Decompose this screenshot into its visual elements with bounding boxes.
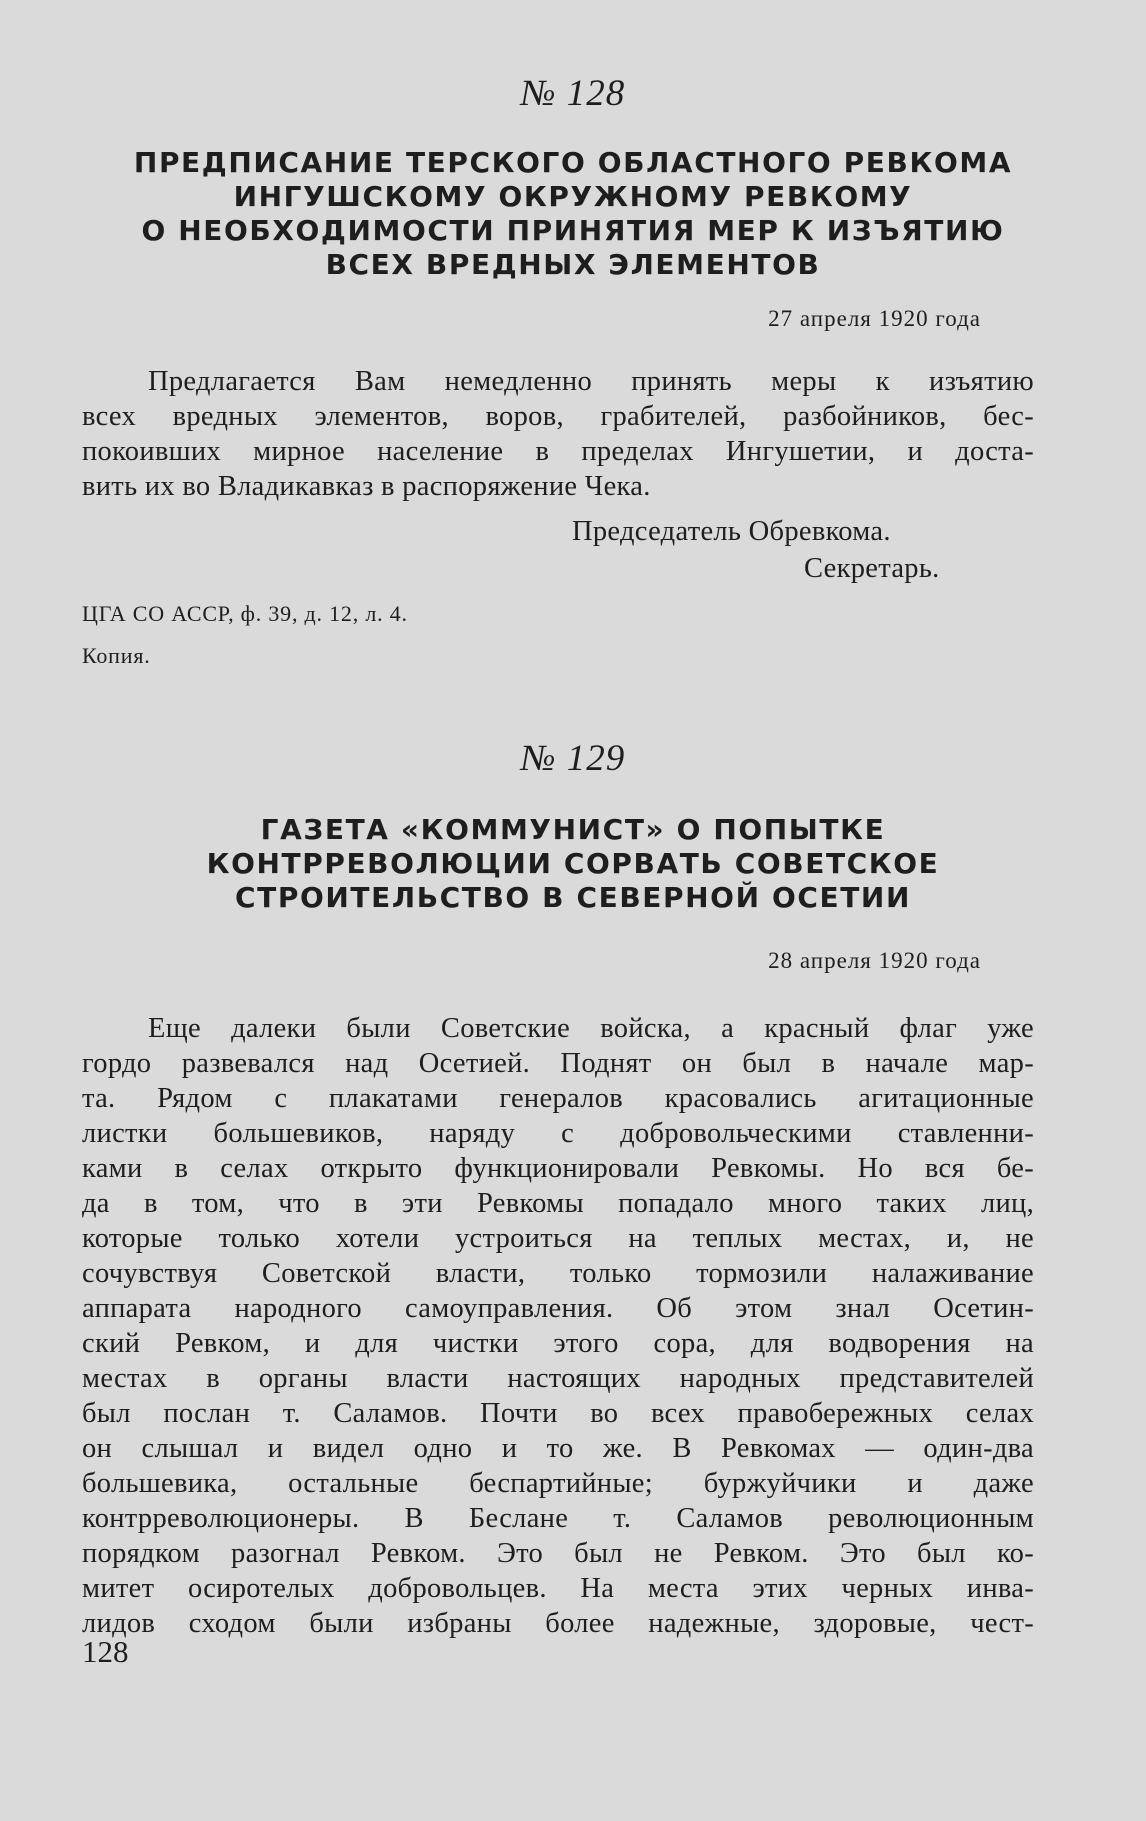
body-line: порядком разогнал Ревком. Это был не Ревком. Это был ко- xyxy=(82,1538,1034,1569)
signature-chairman: Председатель Обревкома. xyxy=(572,516,891,547)
body-line: та. Рядом с плакатами генералов красовались агитационные xyxy=(82,1083,1034,1114)
body-line: да в том, что в эти Ревкомы попадало много таких лиц, xyxy=(82,1188,1034,1219)
body-line: листки большевиков, наряду с добровольческими ставленни- xyxy=(82,1118,1034,1149)
document-128-date: 27 апреля 1920 года xyxy=(768,306,981,331)
title-line: ВСЕХ ВРЕДНЫХ ЭЛЕМЕНТОВ xyxy=(325,248,821,281)
body-line: лидов сходом были избраны более надежные, здоровые, чест- xyxy=(82,1608,1034,1639)
title-line: СТРОИТЕЛЬСТВО В СЕВЕРНОЙ ОСЕТИИ xyxy=(235,881,911,914)
body-line: ский Ревком, и для чистки этого сора, для водворения на xyxy=(82,1328,1034,1359)
title-line: ПРЕДПИСАНИЕ ТЕРСКОГО ОБЛАСТНОГО РЕВКОМА xyxy=(133,146,1013,179)
page-number: 128 xyxy=(82,1634,129,1669)
body-line: аппарата народного самоуправления. Об этом знал Осетин- xyxy=(82,1293,1034,1324)
title-line: ГАЗЕТА «КОММУНИСТ» О ПОПЫТКЕ xyxy=(260,813,886,846)
body-line: вить их во Владикавказ в распоряжение Чека. xyxy=(82,471,651,502)
body-line: был послан т. Саламов. Почти во всех правобережных селах xyxy=(82,1398,1034,1429)
body-line: Предлагается Вам немедленно принять меры к изъятию xyxy=(148,366,1034,397)
body-line: покоивших мирное население в пределах Ингушетии, и доста- xyxy=(82,436,1034,467)
body-line: сочувствуя Советской власти, только тормозили налаживание xyxy=(82,1258,1034,1289)
body-line: гордо развевался над Осетией. Поднят он был в начале мар- xyxy=(82,1048,1034,1079)
body-line: контрреволюционеры. В Беслане т. Саламов революционным xyxy=(82,1503,1034,1534)
document-128-body xyxy=(82,364,1034,504)
signature-secretary: Секретарь. xyxy=(804,553,940,584)
title-line: ИНГУШСКОМУ ОКРУЖНОМУ РЕВКОМУ xyxy=(233,180,913,213)
body-line: Еще далеки были Советские войска, а красный флаг уже xyxy=(148,1013,1034,1044)
archive-reference: ЦГА СО АССР, ф. 39, д. 12, л. 4. xyxy=(82,601,408,626)
copy-note: Копия. xyxy=(82,643,151,668)
document-129-title xyxy=(90,813,1056,915)
document-128-number: № 128 xyxy=(520,73,626,114)
body-line: ками в селах открыто функционировали Ревкомы. Но вся бе- xyxy=(82,1153,1034,1184)
document-129-number: № 129 xyxy=(520,738,626,779)
document-128-title xyxy=(90,146,1056,282)
body-line: митет осиротелых добровольцев. На места этих черных инва- xyxy=(82,1573,1034,1604)
title-line: КОНТРРЕВОЛЮЦИИ СОРВАТЬ СОВЕТСКОЕ xyxy=(206,847,940,880)
body-line: большевика, остальные беспартийные; буржуйчики и даже xyxy=(82,1468,1034,1499)
title-line: О НЕОБХОДИМОСТИ ПРИНЯТИЯ МЕР К ИЗЪЯТИЮ xyxy=(141,214,1005,247)
body-line: он слышал и видел одно и то же. В Ревкомах — один-два xyxy=(82,1433,1034,1464)
document-129-date: 28 апреля 1920 года xyxy=(768,948,981,973)
body-line: местах в органы власти настоящих народных представителей xyxy=(82,1363,1034,1394)
body-line: которые только хотели устроиться на теплых местах, и, не xyxy=(82,1223,1034,1254)
document-129-body xyxy=(82,1011,1034,1641)
body-line: всех вредных элементов, воров, грабителей, разбойников, бес- xyxy=(82,401,1034,432)
